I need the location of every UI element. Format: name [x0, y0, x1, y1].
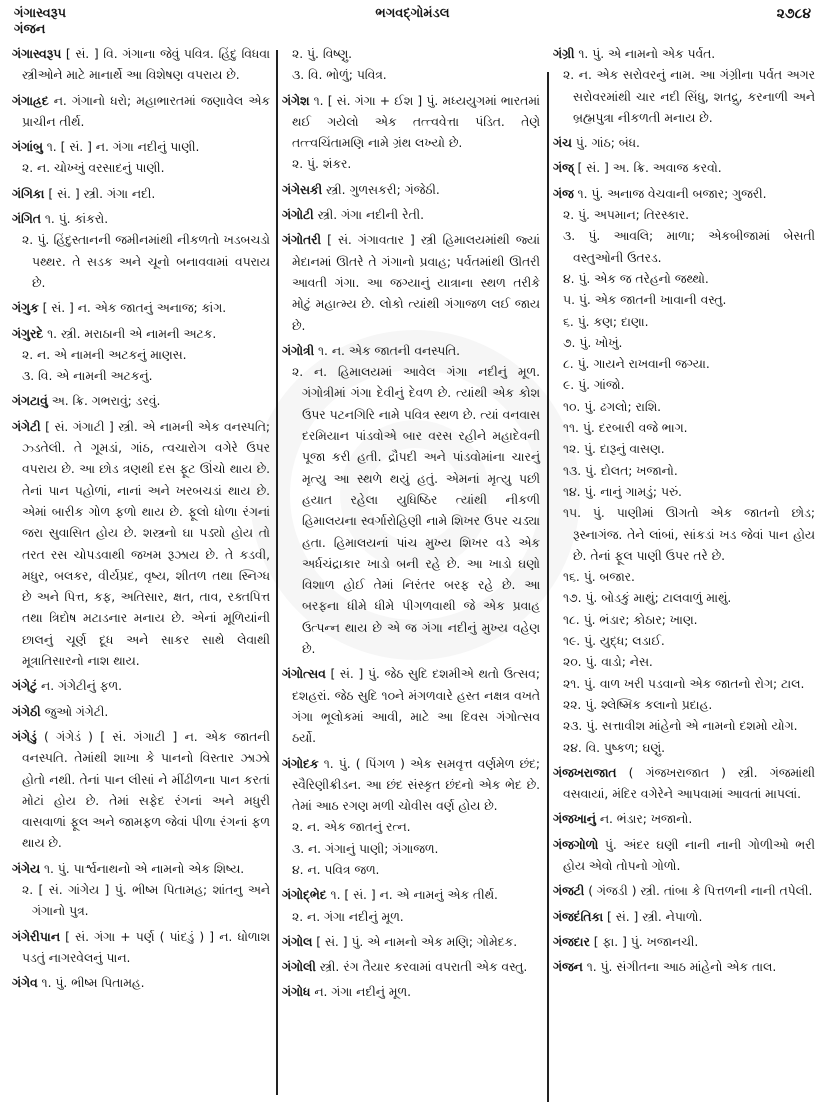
- entry-sense: ૧૭. પું. બોડકું માથું; ટાલવાળું માથું.: [563, 591, 732, 606]
- dictionary-entry: [282, 982, 540, 1003]
- dictionary-entry: [282, 91, 540, 155]
- entry-sense: ૩. વિ. એ નામની અટકનું.: [22, 369, 153, 384]
- entry-headword: ગંગોતરી: [282, 233, 322, 248]
- entry-definition: અ. ક્રિ. ગભરાવું; ડરવું.: [51, 394, 161, 409]
- dictionary-entry: [12, 44, 270, 87]
- entry-definition: ( ગંજડી ) સ્ત્રી. તાંબા કે પિત્તળની નાની તપેલી.: [588, 884, 813, 899]
- dictionary-entry: [553, 957, 815, 978]
- dictionary-entry: [553, 809, 815, 830]
- entry-headword: ગંગાહ્રદ: [12, 93, 49, 108]
- entry-headword: ગંગિકા: [12, 186, 45, 201]
- entry-sense: ૨. ન. ચોખ્ખું વરસાદનું પાણી.: [22, 161, 165, 176]
- dictionary-entry: [282, 932, 540, 953]
- entry-sense: ૨. પું. વિષ્ણુ.: [292, 47, 353, 61]
- entry-definition: [ સં. ગંગાવતાર ] સ્ત્રી હિમાલયમાંથી જ્યાં મેદાનમાં ઊતરે તે ગંગાનો પ્રવાહ; પર્વતમાંથી ઊતરી આવતી ગંગા. આ જગ્યાનું યાત્રાના સ્થળ તરીકે મોટું મહાત્મ્ય છે. લોકો ત્યાંથી ગંગાજળ લઈ જાય છે.: [292, 233, 540, 333]
- entry-headword: ગંજદંતિકા: [553, 909, 604, 924]
- entry-definition: ન. ભંડાર; ખજાનો.: [599, 812, 693, 827]
- entry-headword: ગંગિત: [12, 212, 41, 227]
- dictionary-entry: [12, 927, 270, 970]
- entry-headword: ગંગોલી: [282, 960, 316, 975]
- entry-headword: ગંજખાનું: [553, 812, 596, 827]
- dictionary-entry: [282, 885, 540, 906]
- entry-definition: ૧. પું. ( પિંગળ ) એક સમવૃત્ત વર્ણમેળ છંદ; સ્વૈરિણીક્રીડન. આ છંદ સંસ્કૃત છંદનો એક ભેદ છે. તેમાં આઠ રગણ મળી ચોવીસ વર્ણ હોય છે.: [292, 756, 540, 814]
- entry-definition: ૧. [ સં. ગંગા + ઈશ ] પું. મધ્યયુગમાં ભારતમાં થઈ ગયેલો એક તત્ત્વવેત્તા પંડિત. તેણે તત્ત્વચિંતામણિ નામે ગ્રંથ લખ્યો છે.: [292, 93, 540, 151]
- entry-sense: ૨૧. પું. વાળ ખરી પડવાનો એક જાતનો રોગ; ટાલ.: [563, 676, 805, 691]
- entry-sense: ૧૮. પું. ભંડાર; કોઠાર; ખાણ.: [563, 612, 698, 627]
- entry-sense: ૧૬. પું. બજાર.: [563, 570, 635, 585]
- entry-definition: જુઓ ગંગેટી.: [44, 704, 109, 719]
- entry-definition: ૧. ન. એક જાતની વનસ્પતિ.: [318, 343, 461, 358]
- entry-definition: ૧. પું. એ નામનો એક પર્વત.: [578, 47, 716, 61]
- entry-headword: ગંજ: [553, 186, 574, 201]
- entry-headword: ગંગેશ: [282, 93, 310, 108]
- entry-definition: ન. ગંગેટીનું ફળ.: [41, 679, 123, 694]
- dictionary-entry: [12, 91, 270, 134]
- entry-sense: ૧૫. પું. પાણીમાં ઊગતો એક જાતનો છોડ; રૂસ્નાગંજ. તેને લાંબાં, સાંકડાં ખડ જેવાં પાન હોય છે. તેનાં ફૂલ પાણી ઉપર તરે છે.: [563, 506, 815, 563]
- entry-sense: ૨. ન. ગંગા નદીનું મૂળ.: [292, 909, 404, 924]
- entry-headword: ગંગેય: [12, 861, 41, 876]
- entry-sense: ૩. ન. ગંગાનું પાણી; ગંગાજળ.: [292, 841, 439, 856]
- entry-headword: ગંજદાર: [553, 934, 590, 949]
- entry-headword: ગંજન: [553, 960, 583, 975]
- dictionary-entry: [12, 417, 270, 673]
- entry-headword: ગંગ્રી: [553, 47, 575, 61]
- guide-word-first: ગંગાસ્વરૂપ: [14, 6, 67, 21]
- entry-headword: ગંજ્: [553, 161, 574, 176]
- entry-definition: [ સં. ] સ્ત્રી. નેપાળો.: [607, 909, 703, 924]
- entry-definition: સ્ત્રી. રંગ તૈયાર કરવામાં વપરાતી એક વસ્તુ.: [319, 960, 528, 975]
- entry-sense: ૨૩. પું. સત્તાવીશ માંહેનો એ નામનો દશમો યોગ.: [563, 719, 798, 734]
- dictionary-entry: [12, 727, 270, 855]
- entry-headword: ગંગેસકી: [282, 182, 323, 197]
- entry-definition: [ સં. ] પું. જેઠ સુદિ દશમીએ થતો ઉત્સવ; દશહરાં. જેઠ સુદિ ૧૦ને મંગળવારે હસ્ત નક્ષત્ર વખતે ગંગા ભૂલોકમાં આવી, માટે આ દિવસ ગંગોત્સવ ઠર્યો.: [292, 667, 540, 746]
- entry-sense: ૫. પું. એક જાતની ખાવાની વસ્તુ.: [563, 293, 727, 308]
- entry-definition: ૧. પું. પાર્શ્વનાથનો એ નામનો એક શિષ્ય.: [43, 861, 245, 876]
- dictionary-entry: [12, 973, 270, 994]
- dictionary-entry: [282, 205, 540, 226]
- dictionary-entry: [282, 664, 540, 749]
- guide-word-last: ગંજન: [14, 22, 46, 37]
- entry-definition: ૧. પું. ભીષ્મ પિતામહ.: [41, 976, 145, 991]
- entry-definition: ૧. પું. કાંકરો.: [44, 212, 109, 227]
- dictionary-entry: [12, 324, 270, 345]
- entry-headword: ગંગોત્સવ: [282, 667, 326, 682]
- dictionary-entry: [553, 881, 815, 902]
- entry-sense: ૩. વિ. ભોળું; પવિત્ર.: [292, 68, 387, 83]
- entry-headword: ગંગોદ્ભેદ: [282, 888, 327, 903]
- dictionary-entry: [12, 184, 270, 205]
- entry-headword: ગંગેટું: [12, 679, 38, 694]
- column-divider: [276, 50, 278, 1095]
- entry-sense: ૨. પું. શંકર.: [292, 157, 352, 172]
- entry-sense: ૧૯. પું. યુદ્ધ; લડાઈ.: [563, 634, 665, 649]
- entry-headword: ગંગોલ: [282, 934, 313, 949]
- entry-definition: ૧. પું. સંગીતના આઠ માંહેનો એક તાલ.: [586, 960, 777, 975]
- entry-headword: ગંગોત્રી: [282, 343, 315, 358]
- dictionary-entry: [12, 391, 270, 412]
- entry-definition: [ ફા. ] પું. ખજાનચી.: [593, 934, 699, 949]
- entry-sense: ૨. ન. એક જાતનું રત્ન.: [292, 820, 411, 835]
- entry-sense: ૬. પું. કણ; દાણા.: [563, 314, 649, 329]
- dictionary-entry: [553, 763, 815, 806]
- entry-headword: ગંચ: [553, 136, 572, 151]
- entry-sense: ૨. પું. હિંદુસ્તાનની જમીનમાંથી નીકળતો ખડબચડો પથ્થર. તે સડક અને ચૂનો બનાવવામાં વપરાય છે.: [22, 233, 270, 290]
- entry-headword: ગંગુક: [12, 301, 39, 316]
- page-number: ૨૭૮૪: [776, 6, 811, 22]
- entry-sense: ૪. ન. પવિત્ર જળ.: [292, 862, 380, 877]
- entry-headword: ગંજગોળો: [553, 837, 599, 852]
- dictionary-entry: [282, 957, 540, 978]
- entry-definition: ૧. [ સં. ] ન. ગંગા નદીનું પાણી.: [46, 140, 200, 155]
- entry-definition: ( ગંજખરાજાત ) સ્ત્રી. ગંજમાંથી વસવાયાં, મંદિર વગેરેને આપવામાં આવતાં માપલાં.: [563, 765, 815, 802]
- page-header: [0, 0, 825, 36]
- entry-sense: ૧૩. પું. દોલત; ખજાનો.: [563, 463, 678, 478]
- entry-definition: [ સં. ] પું. એ નામનો એક મણિ; ગોમેદક.: [316, 934, 518, 949]
- dictionary-entry: [553, 835, 815, 878]
- entry-definition: પું. અંદર ઘણી નાની નાની ગોળીઓ ભરી હોય એવો તોપનો ગોળો.: [563, 837, 815, 873]
- entry-sense: ૮. પું. ગાયને રાખવાની જગ્યા.: [563, 357, 710, 372]
- entry-definition: પું. ગાંઠ; બંધ.: [575, 136, 640, 151]
- entry-sense: ૨. ન. એક સરોવરનું નામ. આ ગંગ્રીના પર્વત અગર સરોવરમાંથી ચાર નદી સિંધુ, શતદ્રુ, કરનાળી અને બ્રહ્મપુત્રા નીકળતી મનાય છે.: [563, 68, 815, 125]
- entry-headword: ગંગાંબુ: [12, 140, 43, 155]
- entry-headword: ગંગેવ: [12, 976, 38, 991]
- entry-headword: ગંગોધ: [282, 985, 311, 1000]
- dictionary-entry: [12, 298, 270, 319]
- entry-definition: [ સં. ગંગાટી ] સ્ત્રી. એ નામની એક વનસ્પતિ; ઝ્ડતેલી. તે ગૂમડાં, ગાંઠ, ત્વચારોગ વગેરે ઉપર વપરાય છે. આ છોડ ત્રણથી દસ ફૂટ ઊંચો થાય છે. તેનાં પાન પહોળાં, નાનાં અને ખરબચડાં થાય છે. એમાં બારીક ગોળ ફળો થાય છે. ફૂલો ધોળા રંગનાં જરા સુવાસિત હોય છે. શસ્ત્રનો ઘા પડ્યો હોય તો તરત રસ ચોપડવાથી જખમ રૂઝાય છે. તે કડવી, મધુર, બલકર, વીર્યપ્રદ, વૃષ્ય, શીતળ તથા સ્નિગ્ધ છે અને પિત્ત, કફ, અતિસાર, ક્ષત, તાવ, રક્તપિત્ત તથા ત્રિદોષ મટાડનાર મનાય છે. એનાં મૂળિયાંની છાલનું ચૂર્ણ દૂધ અને સાકર સાથે લેવાથી મૂત્રાતિસારનો નાશ થાય.: [22, 419, 270, 669]
- entry-definition: [ સં. ] અ. ક્રિ. અવાજ કરવો.: [577, 161, 722, 176]
- entry-headword: ગંગોદક: [282, 756, 319, 771]
- book-title: ભગવદ્ગોમંડલ: [375, 6, 450, 21]
- entry-headword: ગંજખરાજાત: [553, 765, 617, 780]
- entry-definition: [ સં. ] સ્ત્રી. ગંગા નદી.: [48, 186, 156, 201]
- entry-headword: ગંગેડું: [12, 729, 37, 744]
- dictionary-entry: [12, 702, 270, 723]
- entry-sense: ૧૦. પું. ઢગલો; રાશિ.: [563, 399, 662, 414]
- entry-sense: ૧૧. પું. દરબારી વજે ભાગ.: [563, 421, 688, 436]
- entry-definition: [ સં. ] વિ. ગંગાના જેવું પવિત્ર. હિંદુ વિધવા સ્ત્રીઓને માટે માનાર્થે આ વિશેષણ વપરાય છે.: [22, 47, 270, 83]
- dictionary-entry: [553, 158, 815, 179]
- entry-headword: ગંગુરદે: [12, 326, 44, 341]
- entry-sense: ૨૪. વિ. પુષ્કળ; ઘણું.: [563, 740, 666, 755]
- entry-sense: ૧૪. પું. નાનું ગામડું; પરું.: [563, 484, 682, 499]
- dictionary-column-2: [282, 44, 540, 1008]
- dictionary-entry: [282, 341, 540, 362]
- dictionary-entry: [282, 230, 540, 336]
- entry-sense: ૪. પું. એક જ તરેહનો જથ્થો.: [563, 271, 709, 286]
- entry-headword: ગંગેરીપાન: [12, 929, 60, 944]
- dictionary-entry: [282, 754, 540, 818]
- entry-headword: ગંગેટી: [12, 419, 41, 434]
- dictionary-column-1: [12, 44, 270, 998]
- dictionary-entry: [553, 184, 815, 205]
- entry-definition: ૧. [ સં. ] ન. એ નામનું એક તીર્થ.: [330, 888, 498, 903]
- entry-definition: [ સં. ] ન. એક જાતનું અનાજ; કાંગ.: [42, 301, 227, 316]
- dictionary-entry: [553, 44, 815, 65]
- dictionary-entry: [12, 676, 270, 697]
- dictionary-entry: [553, 932, 815, 953]
- dictionary-entry: [12, 209, 270, 230]
- dictionary-entry: [12, 137, 270, 158]
- entry-sense: ૩. પું. આવલિ; માળા; એકબીજામાં બેસતી વસ્તુઓની ઉતરડ.: [563, 229, 815, 265]
- entry-definition: સ્ત્રી. ગંગા નદીની રેતી.: [317, 208, 425, 223]
- entry-headword: ગંગેઠી: [12, 704, 41, 719]
- entry-sense: ૨૨. પું. શ્લેષ્મિક કલાનો પ્રદાહ.: [563, 697, 713, 712]
- entry-definition: ૧. પું. અનાજ વેચવાની બજાર; ગુજરી.: [577, 186, 767, 201]
- entry-sense: ૨. ન. એ નામની અટકનું માણસ.: [22, 347, 187, 362]
- entry-definition: ન. ગંગા નદીનું મૂળ.: [314, 985, 411, 1000]
- entry-headword: ગંગોટી: [282, 208, 314, 223]
- dictionary-column-3: [553, 44, 815, 982]
- entry-headword: ગંગટાવું: [12, 394, 48, 409]
- entry-sense: ૧૨. પું. દારૂનું વાસણ.: [563, 442, 665, 457]
- entry-sense: ૨. પું. અપમાન; તિરસ્કાર.: [563, 208, 690, 223]
- entry-sense: ૯. પું. ગાંજો.: [563, 378, 625, 393]
- entry-definition: ૧. સ્ત્રી. મરાઠાની એ નામની અટક.: [47, 326, 217, 341]
- column-divider: [547, 72, 549, 1102]
- entry-sense: ૭. પું. ખોખું.: [563, 335, 623, 350]
- entry-headword: ગંગાસ્વરૂપ: [12, 47, 62, 61]
- dictionary-entry: [553, 907, 815, 928]
- entry-sense: ૨. [ સં. ગાંગેય ] પું. ભીષ્મ પિતામહ; શાંતનુ અને ગંગાનો પુત્ર.: [22, 882, 270, 919]
- entry-definition: ( ગંગેડં ) [ સં. ગંગાટી ] ન. એક જાતની વનસ્પતિ. તેમાંથી શાખા કે પાનનો વિસ્તાર ઝાઝો હોતો નથી. તેનાં પાન લીસાં ને મીંઢીળના પાન કરતાં મોટાં હોય છે. તેમાં સફેદ રંગનાં અને મધુરી વાસવાળાં ફૂલ અને જામફળ જેવાં પીળા રંગનાં ફળ થાય છે.: [22, 729, 270, 851]
- dictionary-entry: [12, 859, 270, 880]
- dictionary-entry: [553, 133, 815, 154]
- dictionary-entry: [282, 180, 540, 201]
- entry-definition: [ સં. ગંગા + પર્ણ ( પાંદડું ) ] ન. ધોળાશ પડતું નાગરવેલનું પાન.: [22, 929, 270, 965]
- entry-definition: ન. ગંગાનો ધરો; મહાભારતમાં જણાવેલ એક પ્રાચીન તીર્થ.: [22, 93, 270, 129]
- entry-sense: ૨૦. પું. વાડો; નેસ.: [563, 655, 653, 670]
- entry-headword: ગંજટી: [553, 884, 585, 899]
- entry-definition: સ્ત્રી. ગુળસકરી; ગંજેઠી.: [326, 182, 440, 197]
- entry-sense: ૨. ન. હિમાલયમાં આવેલ ગંગા નદીનું મૂળ. ગંગોત્રીમાં ગંગા દેવીનું દેવળ છે. ત્યાંથી એક કોશ ઉપર પટનગિરિ નામે પવિત્ર સ્થળ છે. ત્યાં વનવાસ દરમિયાન પાંડવોએ બાર વરસ રહીને મહાદેવની પૂજા કરી હતી. દ્રૌપદી અને પાંડવોમાંના ચારનું મૃત્યુ આ સ્થળે થયું હતું. એમનાં મૃત્યુ પછી હયાત રહેલા યુધિષ્ઠિર ત્યાંથી નીકળી હિમાલયના સ્વર્ગારોહિણી નામે શિખર ઉપર ચડ્યા હતા. હિમાલયનાં પાંચ મુખ્ય શિખર વડે એક અર્ધચંદ્રાકાર ખાડો બની રહે છે. આ ખાડો ઘણો વિશાળ હોઈ તેમાં નિરંતર બરફ રહે છે. આ બરફના ધીમે ધીમે પીગળવાથી જે એક પ્રવાહ ઉત્પન્ન થાય છે એ જ ગંગા નદીનું મુખ્ય વહેણ છે.: [292, 365, 540, 657]
